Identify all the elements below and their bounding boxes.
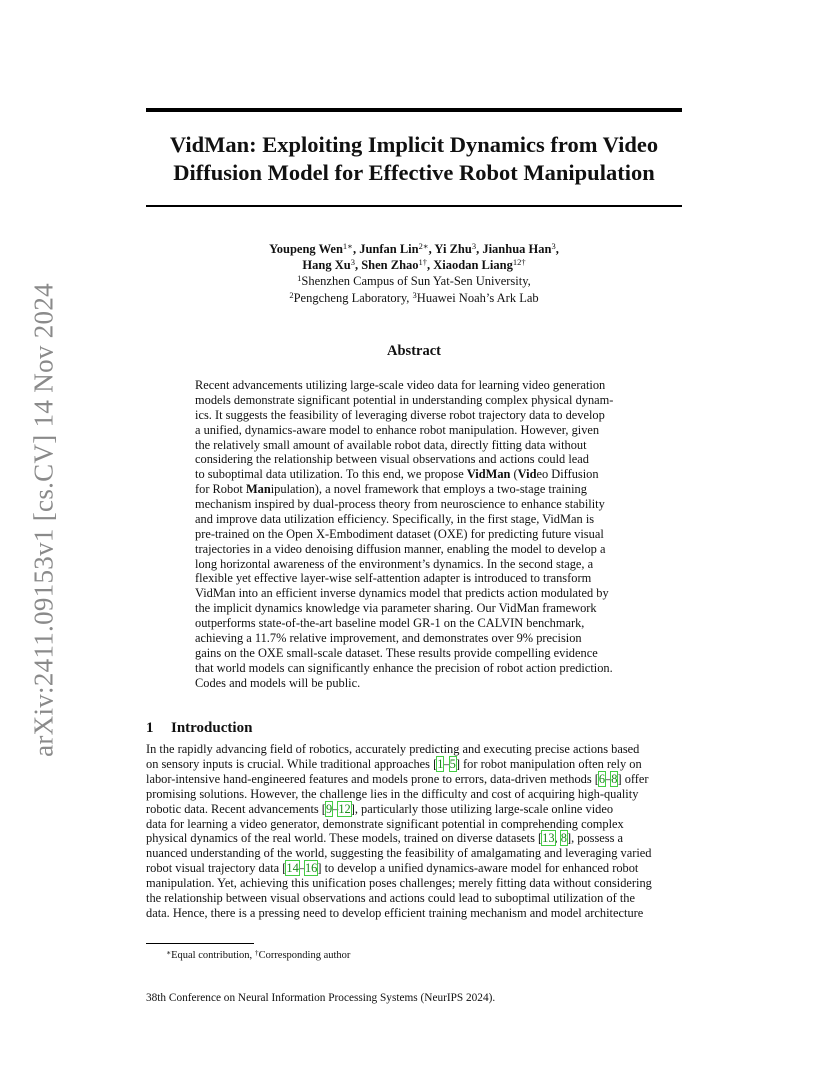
text-run: manipulation. Yet, achieving this unification poses challenges; merely fitting data without considering bbox=[146, 876, 652, 891]
affiliation-text: Huawei Noah’s Ark Lab bbox=[416, 290, 539, 305]
text-run: flexible yet effective layer-wise self-attention adapter is introduced to transform bbox=[195, 571, 592, 586]
text-run: for Robot bbox=[195, 482, 246, 497]
text-run: gains on the OXE small-scale dataset. These results provide compelling evidence bbox=[195, 645, 598, 660]
introduction-line bbox=[146, 891, 682, 906]
abstract-line bbox=[195, 527, 633, 542]
title-rule-top bbox=[146, 108, 682, 112]
introduction-line bbox=[146, 742, 682, 757]
citation-link[interactable]: 16 bbox=[304, 861, 318, 876]
text-run: ], possess a bbox=[566, 831, 624, 846]
text-run: that world models can significantly enhance the precision of robot action prediction. bbox=[195, 660, 613, 675]
author-affiliation-mark: 1∗ bbox=[342, 241, 353, 251]
citation-link[interactable]: 5 bbox=[449, 756, 456, 771]
text-run: on sensory inputs is crucial. While traditional approaches [ bbox=[146, 756, 438, 771]
text-run: – bbox=[605, 771, 612, 786]
text-run: ipulation), a novel framework that employs a two-stage training bbox=[270, 482, 587, 497]
citation-link[interactable]: 12 bbox=[338, 801, 351, 816]
abstract-line bbox=[195, 676, 633, 691]
text-run: and improve data utilization efficiency. Specifically, in the first stage, VidMan is bbox=[195, 511, 595, 526]
introduction-line bbox=[146, 817, 682, 832]
abstract-line bbox=[195, 616, 633, 631]
text-run: labor-intensive hand-engineered features and models prone to errors, data-driven methods [ bbox=[146, 771, 599, 786]
text-run: models demonstrate significant potential in understanding complex physical dynam- bbox=[195, 392, 614, 407]
text-run: – bbox=[332, 801, 339, 816]
text-run: – bbox=[443, 756, 450, 771]
text-run: robotic data. Recent advancements [ bbox=[146, 801, 326, 816]
author-affiliation-mark: 3 bbox=[551, 241, 556, 251]
author-name: Junfan Lin bbox=[359, 242, 419, 256]
introduction-line bbox=[146, 787, 682, 802]
text-run: to suboptimal data utilization. To this end, we propose bbox=[195, 467, 467, 482]
author-separator: , bbox=[428, 242, 435, 256]
abstract-line bbox=[195, 512, 633, 527]
title-rule-bottom bbox=[146, 205, 682, 207]
text-run: eo Diffusion bbox=[536, 467, 599, 482]
bold-text: VidMan bbox=[466, 467, 511, 482]
text-run: physical dynamics of the real world. These models, trained on diverse datasets [ bbox=[146, 831, 543, 846]
text-run: the implicit dynamics knowledge via parameter sharing. Our VidMan framework bbox=[195, 601, 597, 616]
bold-text: Man bbox=[245, 482, 271, 497]
abstract-line bbox=[195, 646, 633, 661]
abstract-line bbox=[195, 438, 633, 453]
text-run: VidMan into an efficient inverse dynamics model that predicts action modulated by bbox=[195, 586, 609, 601]
author-line-1 bbox=[146, 241, 682, 257]
abstract-line bbox=[195, 393, 633, 408]
text-run: In the rapidly advancing field of robotics, accurately predicting and executing precise actions based bbox=[146, 742, 640, 756]
text-run: nuanced understanding of the world, suggesting the feasibility of amalgamating and leveraging varied bbox=[146, 846, 652, 861]
footnote-rule bbox=[146, 943, 254, 944]
author-name: Shen Zhao bbox=[361, 258, 419, 273]
abstract-line bbox=[195, 482, 633, 497]
author-separator: , bbox=[427, 258, 434, 273]
text-run: Recent advancements utilizing large-scale video data for learning video generation bbox=[195, 378, 606, 392]
citation-link[interactable]: 6 bbox=[598, 771, 606, 786]
introduction-line bbox=[146, 831, 682, 846]
author-name: Youpeng Wen bbox=[269, 242, 343, 256]
section-heading bbox=[146, 720, 252, 737]
introduction-line bbox=[146, 802, 682, 817]
author-name: Xiaodan Liang bbox=[433, 258, 513, 273]
conference-note: 38th Conference on Neural Information Processing Systems (NeurIPS 2024). bbox=[146, 992, 496, 1004]
text-run: achieving a 11.7% relative improvement, and demonstrates over 9% precision bbox=[195, 630, 582, 645]
text-run: promising solutions. However, the challenge lies in the difficulty and cost of acquiring high-quality bbox=[146, 786, 639, 801]
text-run: outperforms state-of-the-art baseline model GR-1 on the CALVIN benchmark, bbox=[195, 616, 585, 630]
author-separator: , bbox=[476, 242, 483, 256]
footnote-mark: ∗ bbox=[166, 948, 172, 957]
author-affiliation-mark: 12† bbox=[512, 257, 526, 268]
abstract-line bbox=[195, 586, 633, 601]
text-run: long horizontal awareness of the environment’s dynamics. In the second stage, a bbox=[195, 556, 594, 571]
author-name: Hang Xu bbox=[302, 258, 351, 273]
author-name: Yi Zhu bbox=[434, 242, 472, 256]
text-run: – bbox=[298, 861, 305, 876]
abstract-line bbox=[195, 571, 633, 586]
text-run: a unified, dynamics-aware model to enhance robot manipulation. However, given bbox=[195, 422, 600, 437]
text-run: data for learning a video generator, demonstrate significant potential in comprehending complex bbox=[146, 816, 624, 831]
introduction-line bbox=[146, 772, 682, 787]
text-run: mechanism inspired by dual-process theory from neuroscience to enhance stability bbox=[195, 497, 605, 511]
text-run: , bbox=[554, 831, 561, 846]
author-separator: , bbox=[555, 242, 559, 256]
abstract-body bbox=[195, 378, 633, 690]
author-line-2 bbox=[146, 257, 682, 273]
abstract-heading: Abstract bbox=[387, 343, 441, 359]
abstract-line bbox=[195, 497, 633, 512]
paper-title bbox=[146, 131, 682, 187]
abstract-line bbox=[195, 408, 633, 423]
title-line-2: Diffusion Model for Effective Robot Manipulation bbox=[173, 160, 655, 185]
citation-link[interactable]: 9 bbox=[325, 801, 333, 816]
abstract-line bbox=[195, 661, 633, 676]
affiliation-text: Pengcheng Laboratory, bbox=[293, 290, 413, 305]
text-run: ], particularly those utilizing large-scale online video bbox=[350, 801, 614, 816]
author-separator: , bbox=[354, 258, 362, 273]
introduction-line bbox=[146, 757, 682, 772]
text-run: ] to develop a unified dynamics-aware model for enhanced robot bbox=[317, 861, 639, 876]
abstract-line bbox=[195, 423, 633, 438]
text-run: ] offer bbox=[617, 771, 649, 786]
author-affiliation-mark: 3 bbox=[350, 257, 355, 268]
text-run: pre-trained on the Open X-Embodiment dataset (OXE) for predicting future visual bbox=[195, 526, 604, 541]
section-number: 1 bbox=[146, 720, 154, 736]
affiliation-line-2 bbox=[146, 290, 682, 306]
title-line-1: VidMan: Exploiting Implicit Dynamics from Video bbox=[169, 132, 659, 157]
text-run: data. Hence, there is a pressing need to develop efficient training mechanism and model architecture bbox=[146, 905, 644, 920]
footnote-text: Equal contribution, bbox=[171, 950, 255, 961]
bold-text: Vid bbox=[517, 467, 537, 482]
abstract-line bbox=[195, 467, 633, 482]
arxiv-stamp: arXiv:2411.09153v1 [cs.CV] 14 Nov 2024 bbox=[28, 283, 59, 757]
author-separator: , bbox=[352, 242, 360, 256]
footnote-mark: † bbox=[254, 948, 259, 957]
introduction-line bbox=[146, 846, 682, 861]
affiliation-text: Shenzhen Campus of Sun Yat-Sen University, bbox=[301, 274, 531, 289]
author-affiliation-mark: 1† bbox=[418, 257, 428, 268]
affiliation-mark: 1 bbox=[297, 273, 302, 284]
author-affiliation-mark: 2∗ bbox=[418, 241, 429, 251]
text-run: ( bbox=[510, 467, 518, 482]
author-block bbox=[146, 241, 682, 306]
text-run: ics. It suggests the feasibility of leveraging diverse robot trajectory data to develop bbox=[195, 407, 605, 422]
citation-link[interactable]: 8 bbox=[560, 831, 567, 846]
affiliation-line-1 bbox=[146, 273, 682, 289]
footnote bbox=[166, 949, 350, 963]
text-run: the relationship between visual observations and actions could lead to suboptimal utilization of the bbox=[146, 891, 635, 906]
text-run: ] for robot manipulation often rely on bbox=[455, 756, 642, 771]
text-run: the relatively small amount of available robot data, directly fitting data without bbox=[195, 437, 587, 452]
introduction-line bbox=[146, 906, 682, 921]
section-title: Introduction bbox=[171, 720, 253, 736]
introduction-body bbox=[146, 742, 682, 921]
affiliation-mark: 3 bbox=[412, 289, 417, 300]
abstract-line bbox=[195, 452, 633, 467]
citation-link[interactable]: 14 bbox=[286, 861, 299, 876]
text-run: considering the relationship between visual observations and actions could lead bbox=[195, 452, 589, 467]
text-run: Codes and models will be public. bbox=[195, 675, 361, 690]
citation-link[interactable]: 1 bbox=[437, 756, 444, 771]
introduction-line bbox=[146, 861, 682, 876]
abstract-line bbox=[195, 601, 633, 616]
affiliation-mark: 2 bbox=[289, 289, 294, 300]
abstract-line bbox=[195, 542, 633, 557]
author-name: Jianhua Han bbox=[482, 242, 552, 256]
introduction-line bbox=[146, 876, 682, 891]
author-affiliation-mark: 3 bbox=[471, 241, 477, 251]
abstract-line bbox=[195, 557, 633, 572]
abstract-line bbox=[195, 631, 633, 646]
abstract-line bbox=[195, 378, 633, 393]
text-run: trajectories in a video denoising diffusion manner, enabling the model to develop a bbox=[195, 541, 606, 556]
citation-link[interactable]: 13 bbox=[542, 831, 555, 846]
citation-link[interactable]: 8 bbox=[611, 771, 618, 786]
text-run: robot visual trajectory data [ bbox=[146, 861, 287, 876]
footnote-text: Corresponding author bbox=[258, 950, 351, 961]
